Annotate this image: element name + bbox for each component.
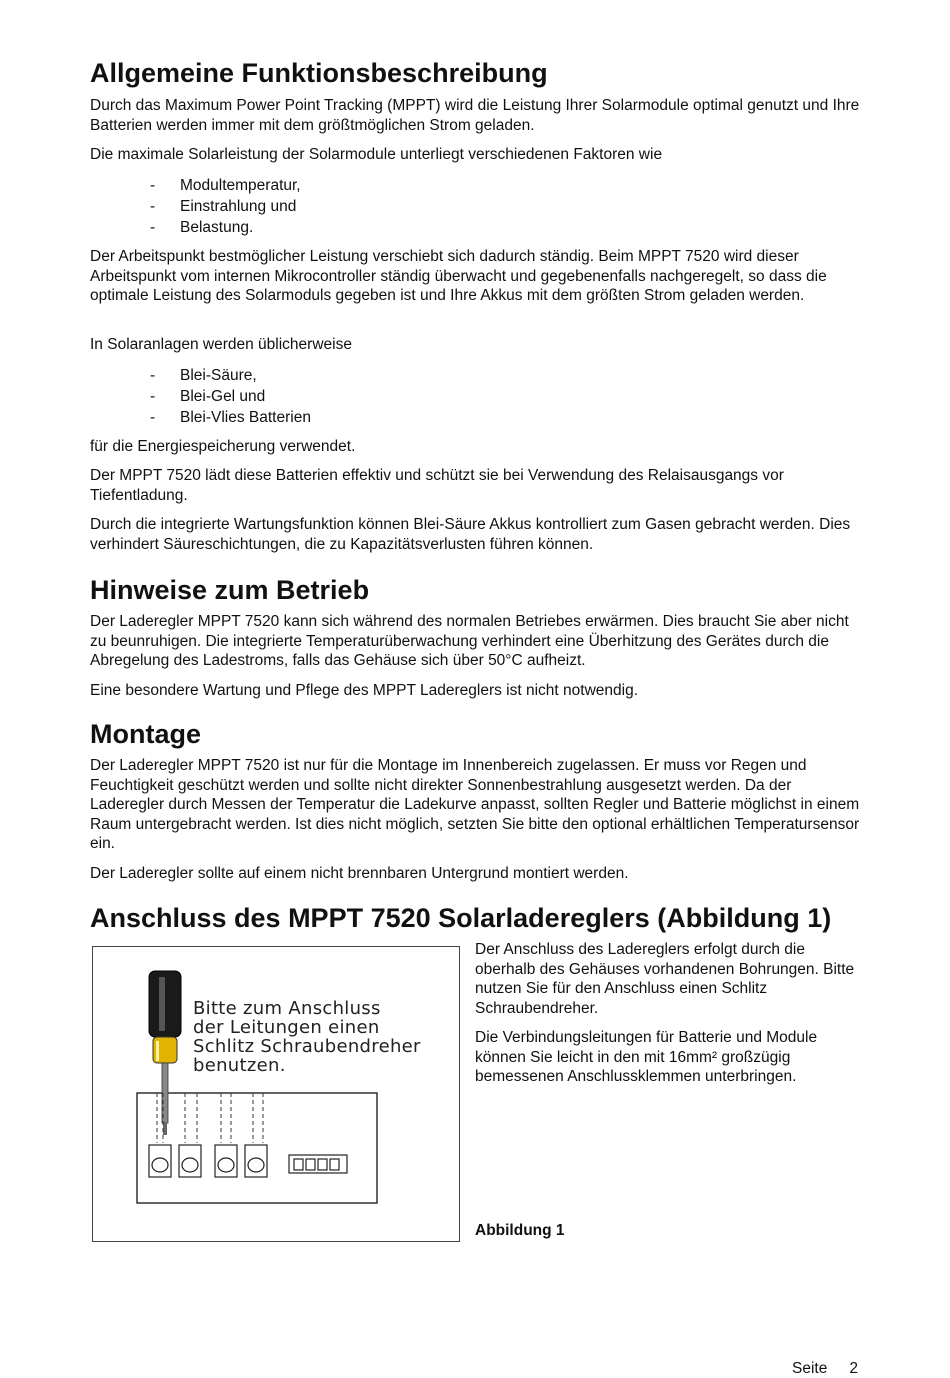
paragraph: Der Anschluss des Ladereglers erfolgt durch die oberhalb des Gehäuses vorhandenen Bohrungen. Bitte nutzen Sie für den Anschluss einen Schlitz Schraubendreher. (475, 941, 855, 1017)
paragraph: Der Laderegler sollte auf einem nicht brennbaren Untergrund montiert werden. (90, 865, 629, 882)
paragraph: für die Energiespeicherung verwendet. (90, 438, 356, 455)
screwdriver-icon (149, 971, 181, 1135)
battery-type-list (150, 365, 311, 428)
terminal-blocks (149, 1145, 267, 1177)
list-item: - Blei-Vlies Batterien (150, 407, 311, 428)
page-footer (770, 1360, 858, 1378)
list-item: - Belastung. (150, 217, 301, 238)
paragraph: Der Laderegler MPPT 7520 ist nur für die Montage im Innenbereich zugelassen. Er muss vor Regen und Feuchtigkeit geschützt werden und sollte nicht direkter Sonnenbestrahlung ausgesetzt werden. Da der Laderegler durch Messen der Temperatur die Ladekurve anpasst, sollten Regler und Batterie möglichst in einem Raum untergebracht werden. Ist dies nicht möglich, setzten Sie bitte den optional erhältlichen Temperatursensor ein. (90, 757, 860, 852)
figure-line: Bitte zum Anschluss (193, 998, 381, 1019)
screwdriver-terminal-illustration (93, 947, 459, 1241)
paragraph: Der Arbeitspunkt bestmöglicher Leistung verschiebt sich dadurch ständig. Beim MPPT 7520 wird dieser Arbeitspunkt vom internen Mikrocontroller ständig überwacht und gegebenenfalls nachgeregelt, so dass die optimale Leistung des Solarmoduls gegeben ist und Ihre Akkus mit dem größten Strom geladen werden. (90, 248, 827, 304)
paragraph: Eine besondere Wartung und Pflege des MPPT Ladereglers ist nicht notwendig. (90, 682, 638, 699)
heading-functional-description: Allgemeine Funktionsbeschreibung (90, 58, 548, 88)
figure-caption: Abbildung 1 (475, 1222, 565, 1239)
paragraph: In Solaranlagen werden üblicherweise (90, 336, 352, 353)
heading-connection: Anschluss des MPPT 7520 Solarladereglers (Abbildung 1) (90, 903, 832, 933)
paragraph: Die Verbindungsleitungen für Batterie und Module können Sie leicht in den mit 16mm² großzügig bemessenen Anschlussklemmen unterbringen. (475, 1029, 818, 1085)
paragraph: Durch die integrierte Wartungsfunktion können Blei-Säure Akkus kontrolliert zum Gasen gebracht werden. Dies verhindert Säureschichtungen, die zu Kapazitätsverlusten führen können. (90, 516, 851, 553)
paragraph: Die maximale Solarleistung der Solarmodule unterliegt verschiedenen Faktoren wie (90, 146, 663, 163)
paragraph: Der Laderegler MPPT 7520 kann sich während des normalen Betriebes erwärmen. Dies braucht Sie aber nicht zu beunruhigen. Die integrierte Temperaturüberwachung verhindert eine Überhitzung des Gerätes durch die Abregelung des Ladestroms, falls das Gehäuse sich über 50°C aufheizt. (90, 613, 849, 669)
list-item: - Modultemperatur, (150, 175, 301, 196)
list-item: - Blei-Säure, (150, 365, 311, 386)
wire-guides (157, 1093, 263, 1143)
figure-instruction-text (193, 999, 421, 1075)
heading-mounting: Montage (90, 719, 201, 749)
list-item: - Einstrahlung und (150, 196, 301, 217)
sensor-connector (289, 1155, 347, 1173)
paragraph: Der MPPT 7520 lädt diese Batterien effektiv und schützt sie bei Verwendung des Relaisausgangs vor Tiefentladung. (90, 467, 784, 504)
factor-list (150, 175, 301, 238)
figure-connection-diagram (92, 946, 460, 1242)
page-number: 2 (849, 1360, 858, 1377)
figure-line: Schlitz Schraubendreher (193, 1036, 421, 1057)
list-item: - Blei-Gel und (150, 386, 311, 407)
figure-line: benutzen. (193, 1055, 286, 1076)
page-label: Seite (792, 1360, 828, 1377)
heading-operation-notes: Hinweise zum Betrieb (90, 575, 370, 605)
figure-line: der Leitungen einen (193, 1017, 380, 1038)
paragraph: Durch das Maximum Power Point Tracking (MPPT) wird die Leistung Ihrer Solarmodule optimal genutzt und Ihre Batterien werden immer mit dem größtmöglichen Strom geladen. (90, 97, 860, 134)
